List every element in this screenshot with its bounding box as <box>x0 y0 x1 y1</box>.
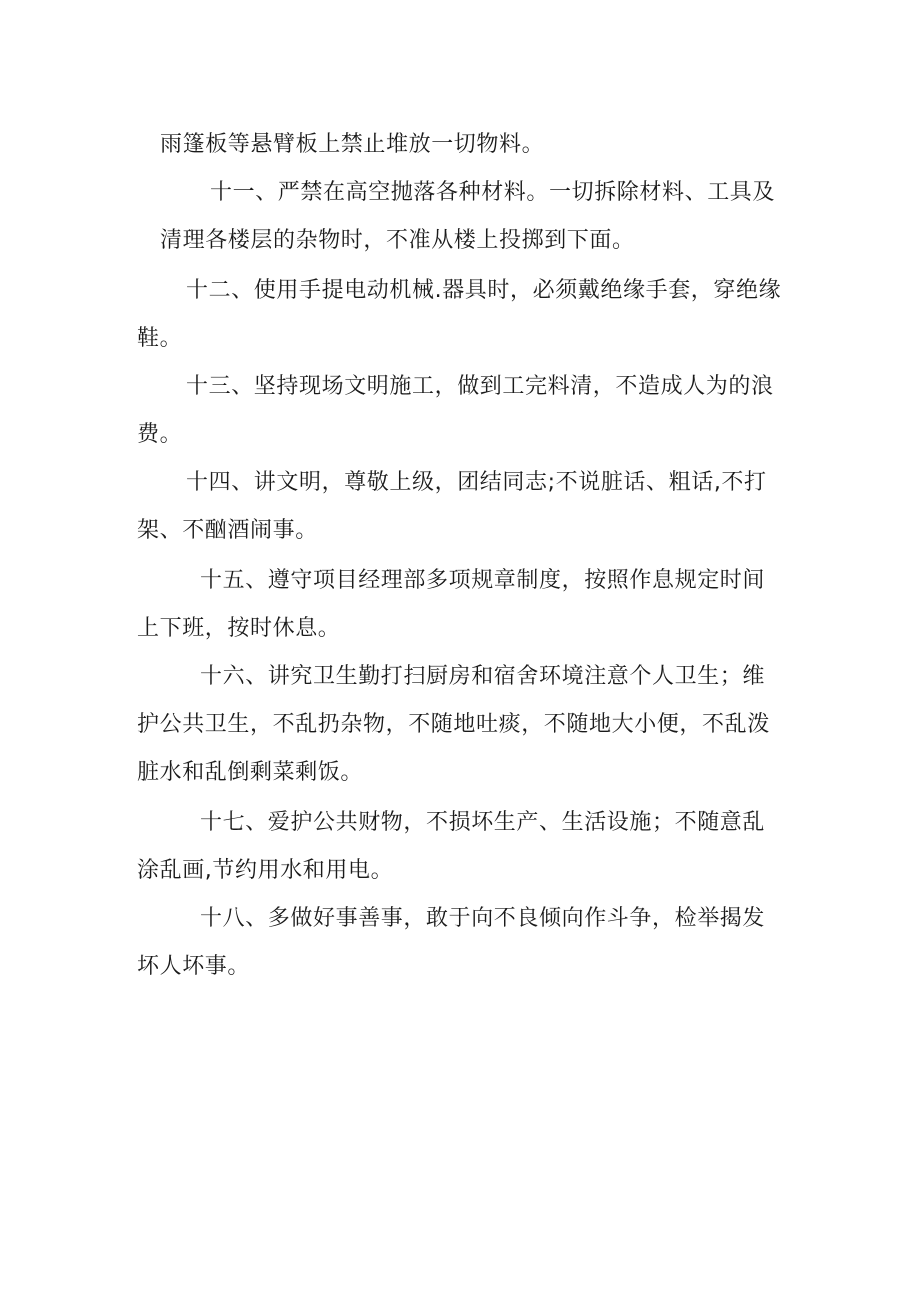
text-line: 十八、多做好事善事，敢于向不良倾向作斗争，检举揭发 <box>200 906 766 931</box>
text-line: 费。 <box>137 422 183 447</box>
text-line: 十七、爱护公共财物，不损坏生产、生活设施；不随意乱 <box>200 810 766 835</box>
text-line: 十一、严禁在高空抛落各种材料。一切拆除材料、工具及 <box>210 180 776 205</box>
text-line: 雨篷板等悬臂板上禁止堆放一切物料。 <box>160 132 545 157</box>
text-line: 清理各楼层的杂物时，不准从楼上投掷到下面。 <box>160 228 635 253</box>
text-line: 坏人坏事。 <box>137 954 251 979</box>
text-line: 鞋。 <box>137 326 183 351</box>
text-line: 十五、遵守项目经理部多项规章制度，按照作息规定时间 <box>200 568 766 593</box>
text-line: 脏水和乱倒剩菜剩饭。 <box>137 760 364 785</box>
text-line: 十三、坚持现场文明施工，做到工完料清，不造成人为的浪 <box>186 374 774 399</box>
text-line: 十六、讲究卫生勤打扫厨房和宿舍环境注意个人卫生；维 <box>200 664 766 689</box>
text-line: 架、不酗酒闹事。 <box>137 518 318 543</box>
text-line: 十四、讲文明，尊敬上级，团结同志;不说脏话、粗话,不打 <box>186 470 767 495</box>
text-line: 涂乱画,节约用水和用电。 <box>137 858 394 883</box>
text-line: 十二、使用手提电动机械.器具时，必须戴绝缘手套，穿绝缘 <box>186 278 782 303</box>
text-line: 护公共卫生，不乱扔杂物，不随地吐痰，不随地大小便，不乱泼 <box>137 712 770 737</box>
text-line: 上下班，按时休息。 <box>137 616 341 641</box>
